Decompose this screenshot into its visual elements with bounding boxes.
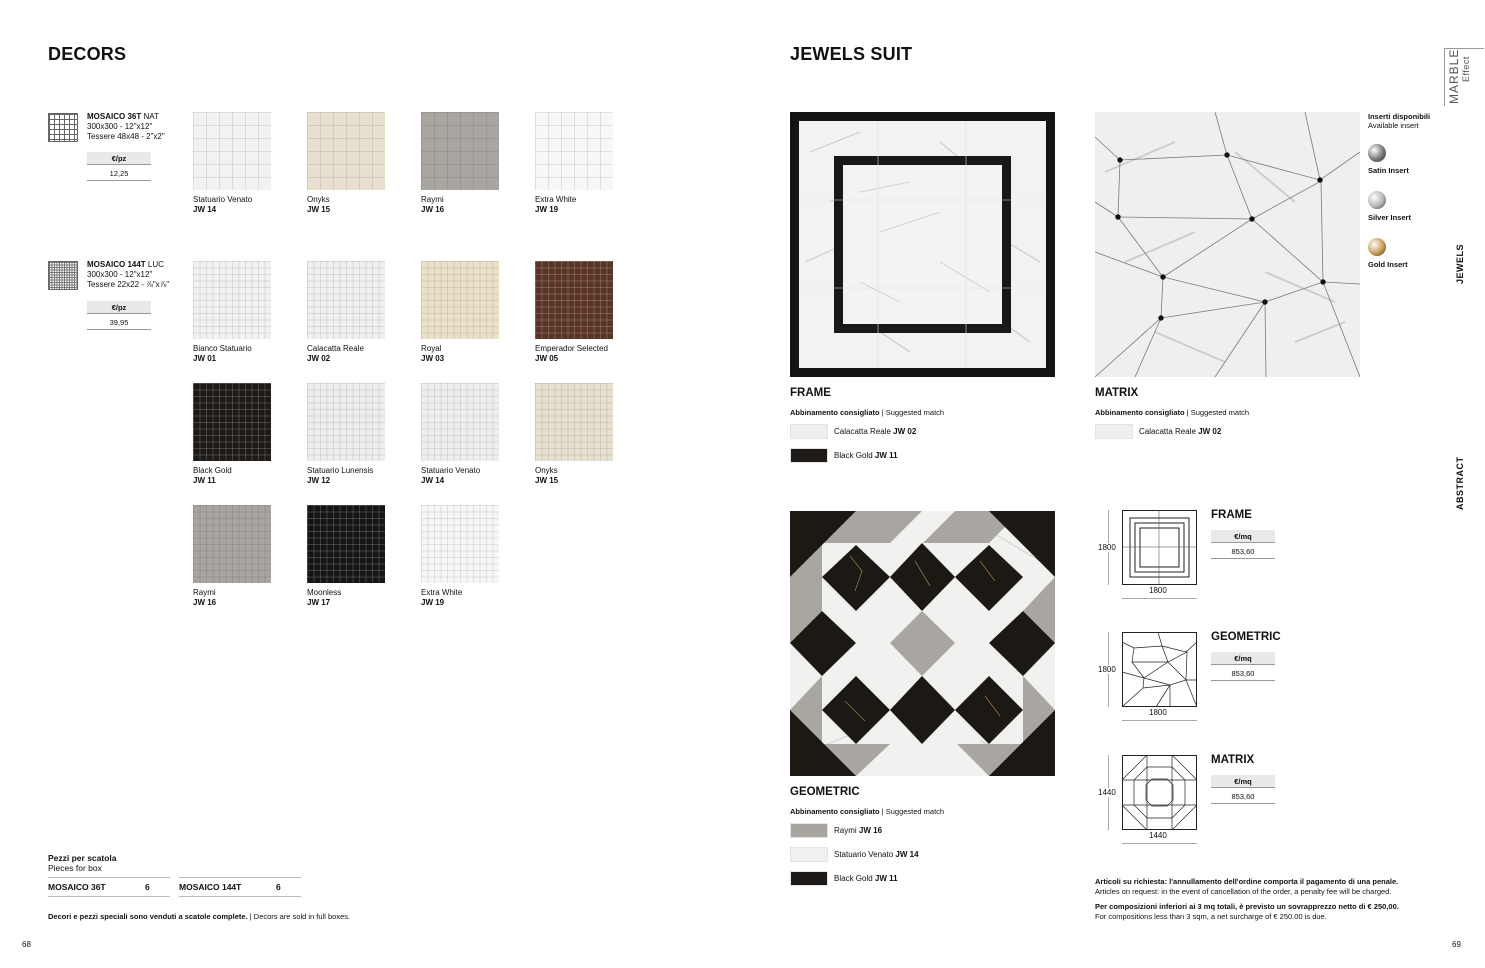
note-separator: | xyxy=(247,912,254,921)
technical-drawing xyxy=(1122,632,1197,707)
tile-name: Onyks xyxy=(307,195,330,204)
decor-tile-caption xyxy=(421,195,444,214)
inserts-title: Inserti disponibili xyxy=(1368,112,1431,121)
decor-tile xyxy=(307,112,385,190)
tile-code: JW 05 xyxy=(535,353,559,363)
note1-it: Articoli su richiesta: l'annullamento dell'ordine comporta il pagamento di una penale. xyxy=(1095,877,1399,886)
decor-tile-caption xyxy=(307,344,364,363)
technical-drawing xyxy=(1122,755,1197,830)
match-label xyxy=(1139,427,1221,437)
price-label: €/mq xyxy=(1211,652,1275,665)
tile-code: JW 14 xyxy=(421,475,445,485)
match-swatch xyxy=(790,448,828,463)
insert-swatch-icon xyxy=(1368,191,1386,209)
tile-name: Extra White xyxy=(421,588,463,597)
decor-tile-caption xyxy=(193,344,252,363)
decor-tile-caption xyxy=(421,344,444,363)
pieces-name: MOSAICO 36T xyxy=(48,882,106,892)
side-tab-jewels[interactable]: JEWELS xyxy=(1455,243,1465,284)
decor-tile xyxy=(193,112,271,190)
decor-tile xyxy=(193,505,271,583)
tile-code: JW 02 xyxy=(307,353,331,363)
mosaic-36-grid-icon xyxy=(48,113,78,142)
match-swatch xyxy=(790,424,828,439)
mosaic-144-spec xyxy=(87,260,169,290)
match-label xyxy=(834,874,898,884)
tech-title: FRAME xyxy=(1211,509,1252,521)
match-it: Abbinamento consigliato xyxy=(790,807,880,816)
tile-code: JW 12 xyxy=(307,475,331,485)
pieces-qty: 6 xyxy=(276,882,281,892)
match-en: Suggested match xyxy=(885,408,945,417)
geometric-title: GEOMETRIC xyxy=(790,786,860,798)
match-label xyxy=(834,826,882,836)
dimension-line xyxy=(1122,843,1197,844)
decor-tile-caption xyxy=(193,466,232,485)
match-swatch xyxy=(790,823,828,838)
match-code: JW 02 xyxy=(893,427,917,436)
match-swatch xyxy=(1095,424,1133,439)
insert-name: Silver Insert xyxy=(1368,213,1411,222)
technical-drawing xyxy=(1122,510,1197,585)
pieces-row-36 xyxy=(48,877,170,897)
decor-tile xyxy=(421,112,499,190)
note2-en: For compositions less than 3 sqm, a net surcharge of € 250.00 is due. xyxy=(1095,911,1327,921)
decor-tile xyxy=(535,261,613,339)
matrix-composition-image xyxy=(1095,112,1360,377)
match-name: Calacatta Reale xyxy=(834,427,891,436)
tile-code: JW 17 xyxy=(307,597,331,607)
decor-tile-caption xyxy=(535,344,608,363)
tech-price-box xyxy=(1211,775,1275,804)
full-boxes-note xyxy=(48,912,350,921)
price-value: 853,60 xyxy=(1211,665,1275,681)
match-label xyxy=(834,850,919,860)
frame-match-heading xyxy=(790,408,944,417)
decor-tile-caption xyxy=(421,466,480,485)
tile-code: JW 19 xyxy=(421,597,445,607)
decor-tile-caption xyxy=(535,466,558,485)
mosaic-144-finish: LUC xyxy=(147,260,164,269)
mosaic-144-grid-icon xyxy=(48,261,78,290)
tile-code: JW 19 xyxy=(535,204,559,214)
decor-tile-caption xyxy=(193,195,252,214)
mosaic-144-size: 300x300 - 12"x12" xyxy=(87,270,153,279)
price-label: €/pz xyxy=(87,152,151,165)
tile-code: JW 15 xyxy=(535,475,559,485)
tile-name: Statuario Lunensis xyxy=(307,466,374,475)
match-label xyxy=(834,427,916,437)
match-en: Suggested match xyxy=(1190,408,1250,417)
side-tab-abstract[interactable]: ABSTRACT xyxy=(1455,456,1465,510)
tile-code: JW 01 xyxy=(193,353,217,363)
insert-name: Satin Insert xyxy=(1368,166,1409,175)
match-it: Abbinamento consigliato xyxy=(790,408,880,417)
match-name: Black Gold xyxy=(834,874,873,883)
mosaic-36-tessere: Tessere 48x48 - 2"x2" xyxy=(87,132,165,141)
decor-tile-caption xyxy=(307,588,341,607)
frame-title: FRAME xyxy=(790,387,831,399)
price-label: €/pz xyxy=(87,301,151,314)
inserts-subtitle: Available insert xyxy=(1368,121,1419,130)
price-value: 39,95 xyxy=(87,314,151,330)
match-code: JW 02 xyxy=(1198,427,1222,436)
pieces-per-box xyxy=(48,853,117,873)
mosaic-144-price-box xyxy=(87,301,151,330)
inserts-heading xyxy=(1368,112,1430,130)
tile-name: Raymi xyxy=(193,588,216,597)
insert-swatch-icon xyxy=(1368,238,1386,256)
price-label: €/mq xyxy=(1211,530,1275,543)
tile-name: Black Gold xyxy=(193,466,232,475)
decor-tile-caption xyxy=(421,588,462,607)
tile-name: Statuario Venato xyxy=(193,195,253,204)
dimension-height: 1800 xyxy=(1098,665,1116,674)
matrix-title: MATRIX xyxy=(1095,387,1139,399)
price-value: 12,25 xyxy=(87,165,151,181)
tile-name: Calacatta Reale xyxy=(307,344,364,353)
pieces-subtitle: Pieces for box xyxy=(48,863,102,873)
side-tab-effect: Effect xyxy=(1461,56,1471,82)
mosaic-36-price-box xyxy=(87,152,151,181)
tile-name: Onyks xyxy=(535,466,558,475)
match-code: JW 16 xyxy=(858,826,883,835)
mosaic-144-name: MOSAICO 144T xyxy=(87,260,146,269)
tile-name: Royal xyxy=(421,344,442,353)
match-code: JW 11 xyxy=(874,451,898,460)
dimension-width: 1440 xyxy=(1149,831,1167,840)
price-value: 853,60 xyxy=(1211,788,1275,804)
page-title-decors: DECORS xyxy=(48,44,127,64)
pieces-title: Pezzi per scatola xyxy=(48,853,117,863)
match-code: JW 11 xyxy=(874,874,898,883)
decor-tile-caption xyxy=(193,588,216,607)
tile-code: JW 14 xyxy=(193,204,217,214)
decor-tile xyxy=(307,261,385,339)
pieces-qty: 6 xyxy=(145,882,150,892)
tech-price-box xyxy=(1211,530,1275,559)
pieces-row-144 xyxy=(179,877,301,897)
price-label: €/mq xyxy=(1211,775,1275,788)
match-sep: | xyxy=(879,807,886,816)
tile-code: JW 16 xyxy=(193,597,217,607)
insert-swatch-icon xyxy=(1368,144,1386,162)
dimension-height: 1800 xyxy=(1098,543,1116,552)
tile-name: Bianco Statuario xyxy=(193,344,252,353)
tech-title: MATRIX xyxy=(1211,754,1255,766)
tile-name: Moonless xyxy=(307,588,342,597)
side-tab-divider xyxy=(1444,48,1445,106)
order-notes xyxy=(1095,877,1425,921)
side-tab-marble[interactable]: MARBLE xyxy=(1447,48,1461,104)
decor-tile-caption xyxy=(307,466,373,485)
page-title-jewels-suit: JEWELS SUIT xyxy=(790,44,913,64)
match-swatch xyxy=(790,871,828,886)
decor-tile xyxy=(307,505,385,583)
note2-it: Per composizioni inferiori ai 3 mq totali, è previsto un sovrapprezzo netto di € 250,00. xyxy=(1095,902,1399,911)
geometric-composition-image xyxy=(790,511,1055,776)
decor-tile xyxy=(535,112,613,190)
match-sep: | xyxy=(879,408,886,417)
decor-tile xyxy=(535,383,613,461)
match-name: Raymi xyxy=(834,826,857,835)
dimension-width: 1800 xyxy=(1149,708,1167,717)
tile-name: Emperador Selected xyxy=(535,344,608,353)
tech-title: GEOMETRIC xyxy=(1211,631,1281,643)
note1-en: Articles on request: in the event of cancellation of the order, a penalty fee will be charged. xyxy=(1095,886,1392,896)
mosaic-36-finish: NAT xyxy=(143,112,159,121)
match-label xyxy=(834,451,898,461)
pieces-name: MOSAICO 144T xyxy=(179,882,242,892)
match-swatch xyxy=(790,847,828,862)
price-value: 853,60 xyxy=(1211,543,1275,559)
page-number-right: 69 xyxy=(1452,940,1461,949)
mosaic-36-size: 300x300 - 12"x12" xyxy=(87,122,153,131)
dimension-width: 1800 xyxy=(1149,586,1167,595)
match-name: Black Gold xyxy=(834,451,873,460)
tile-code: JW 16 xyxy=(421,204,445,214)
decor-tile xyxy=(307,383,385,461)
match-name: Statuario Venato xyxy=(834,850,894,859)
tile-code: JW 15 xyxy=(307,204,331,214)
tile-code: JW 11 xyxy=(193,475,216,485)
match-sep: | xyxy=(1184,408,1191,417)
match-name: Calacatta Reale xyxy=(1139,427,1196,436)
decor-tile xyxy=(421,261,499,339)
match-en: Suggested match xyxy=(885,807,945,816)
decor-tile-caption xyxy=(535,195,576,214)
geometric-match-heading xyxy=(790,807,944,816)
note-bold: Decori e pezzi speciali sono venduti a scatole complete. xyxy=(48,912,248,921)
match-code: JW 14 xyxy=(895,850,919,859)
decor-tile xyxy=(193,261,271,339)
dimension-height: 1440 xyxy=(1098,788,1116,797)
decor-tile-caption xyxy=(307,195,330,214)
decor-tile xyxy=(193,383,271,461)
decor-tile xyxy=(421,383,499,461)
frame-composition-image xyxy=(790,112,1055,377)
tile-name: Raymi xyxy=(421,195,444,204)
tile-name: Extra White xyxy=(535,195,577,204)
mosaic-36-spec xyxy=(87,112,165,142)
dimension-line xyxy=(1122,720,1197,721)
mosaic-36-name: MOSAICO 36T xyxy=(87,112,142,121)
mosaic-144-tessere: Tessere 22x22 - ⅞"x⅞" xyxy=(87,280,170,289)
matrix-match-heading xyxy=(1095,408,1249,417)
note-en: Decors are sold in full boxes. xyxy=(253,912,351,921)
decor-tile xyxy=(421,505,499,583)
tech-price-box xyxy=(1211,652,1275,681)
insert-name: Gold Insert xyxy=(1368,260,1408,269)
match-it: Abbinamento consigliato xyxy=(1095,408,1185,417)
tile-name: Statuario Venato xyxy=(421,466,481,475)
tile-code: JW 03 xyxy=(421,353,445,363)
dimension-line xyxy=(1122,598,1197,599)
page-number-left: 68 xyxy=(22,940,31,949)
